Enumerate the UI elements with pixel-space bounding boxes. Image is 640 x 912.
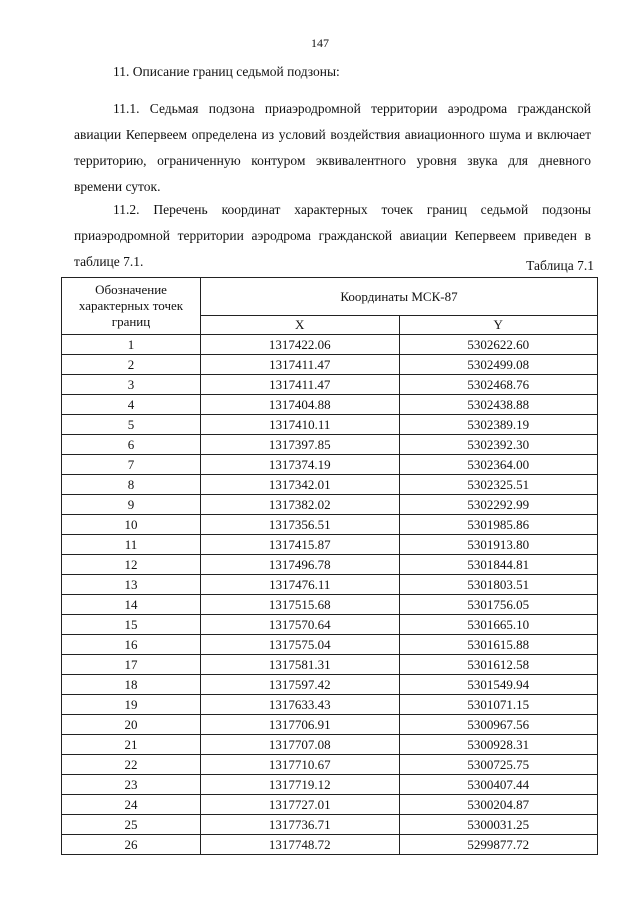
table-row <box>62 635 598 655</box>
x-coordinate-cell: 1317476.11 <box>201 575 400 595</box>
x-coordinate-cell: 1317374.19 <box>201 455 400 475</box>
table-row <box>62 815 598 835</box>
point-number-cell: 13 <box>62 575 201 595</box>
x-coordinate-cell: 1317397.85 <box>201 435 400 455</box>
x-coordinate-cell: 1317411.47 <box>201 375 400 395</box>
section-heading: 11. Описание границ седьмой подзоны: <box>113 64 340 79</box>
y-coordinate-cell: 5300967.56 <box>399 715 598 735</box>
table-row <box>62 535 598 555</box>
table-row <box>62 395 598 415</box>
y-coordinate-cell: 5301549.94 <box>399 675 598 695</box>
table-row <box>62 675 598 695</box>
point-number-cell: 20 <box>62 715 201 735</box>
point-number-cell: 19 <box>62 695 201 715</box>
table-row <box>62 475 598 495</box>
y-coordinate-cell: 5300928.31 <box>399 735 598 755</box>
point-number-cell: 15 <box>62 615 201 635</box>
x-coordinate-cell: 1317633.43 <box>201 695 400 715</box>
x-coordinate-cell: 1317575.04 <box>201 635 400 655</box>
y-coordinate-cell: 5301913.80 <box>399 535 598 555</box>
x-coordinate-cell: 1317415.87 <box>201 535 400 555</box>
x-coordinate-cell: 1317570.64 <box>201 615 400 635</box>
table-row <box>62 615 598 635</box>
y-coordinate-cell: 5302622.60 <box>399 335 598 355</box>
point-number-cell: 21 <box>62 735 201 755</box>
table-row <box>62 495 598 515</box>
x-coordinate-cell: 1317710.67 <box>201 755 400 775</box>
point-number-cell: 5 <box>62 415 201 435</box>
paragraph-coordinates-reference: 11.2. Перечень координат характерных точек границ седьмой подзоны приаэродромной территории аэродрома гражданской авиации Кепервеем приведен в таблице 7.1. <box>74 201 591 269</box>
table-row <box>62 335 598 355</box>
table-row <box>62 555 598 575</box>
x-coordinate-cell: 1317382.02 <box>201 495 400 515</box>
table-caption: Таблица 7.1 <box>526 258 594 273</box>
y-coordinate-cell: 5302364.00 <box>399 455 598 475</box>
table-row <box>62 515 598 535</box>
point-number-cell: 18 <box>62 675 201 695</box>
table-row <box>62 755 598 775</box>
x-coordinate-cell: 1317581.31 <box>201 655 400 675</box>
point-number-cell: 26 <box>62 835 201 855</box>
x-coordinate-cell: 1317404.88 <box>201 395 400 415</box>
point-number-cell: 7 <box>62 455 201 475</box>
table-row <box>62 355 598 375</box>
table-row <box>62 415 598 435</box>
x-coordinate-cell: 1317707.08 <box>201 735 400 755</box>
point-number-cell: 23 <box>62 775 201 795</box>
point-number-cell: 3 <box>62 375 201 395</box>
point-number-cell: 1 <box>62 335 201 355</box>
table-row <box>62 735 598 755</box>
y-coordinate-cell: 5302389.19 <box>399 415 598 435</box>
table-row <box>62 575 598 595</box>
x-coordinate-cell: 1317597.42 <box>201 675 400 695</box>
table-row <box>62 835 598 855</box>
y-coordinate-cell: 5300204.87 <box>399 795 598 815</box>
x-coordinate-cell: 1317515.68 <box>201 595 400 615</box>
y-coordinate-cell: 5301612.58 <box>399 655 598 675</box>
point-number-cell: 9 <box>62 495 201 515</box>
table-body <box>62 335 598 855</box>
y-coordinate-cell: 5302468.76 <box>399 375 598 395</box>
column-header-coordinates: Координаты МСК-87 <box>201 278 598 316</box>
column-header-point: Обозначение характерных точек границ <box>62 278 201 335</box>
x-coordinate-cell: 1317748.72 <box>201 835 400 855</box>
x-coordinate-cell: 1317342.01 <box>201 475 400 495</box>
point-number-cell: 10 <box>62 515 201 535</box>
y-coordinate-cell: 5300031.25 <box>399 815 598 835</box>
coordinates-table <box>61 277 598 855</box>
y-coordinate-cell: 5302438.88 <box>399 395 598 415</box>
x-coordinate-cell: 1317356.51 <box>201 515 400 535</box>
table-row <box>62 795 598 815</box>
column-header-x: X <box>201 316 400 335</box>
page-number: 147 <box>311 36 329 50</box>
x-coordinate-cell: 1317422.06 <box>201 335 400 355</box>
point-number-cell: 22 <box>62 755 201 775</box>
y-coordinate-cell: 5302325.51 <box>399 475 598 495</box>
y-coordinate-cell: 5302292.99 <box>399 495 598 515</box>
y-coordinate-cell: 5299877.72 <box>399 835 598 855</box>
point-number-cell: 24 <box>62 795 201 815</box>
table-row <box>62 455 598 475</box>
point-number-cell: 12 <box>62 555 201 575</box>
y-coordinate-cell: 5301803.51 <box>399 575 598 595</box>
point-number-cell: 17 <box>62 655 201 675</box>
table-row <box>62 435 598 455</box>
y-coordinate-cell: 5301615.88 <box>399 635 598 655</box>
paragraph-description: 11.1. Седьмая подзона приаэродромной территории аэродрома гражданской авиации Кепервеем определена из условий воздействия авиационного шума и включает территорию, ограниченную контуром эквивалентного уровня звука для дневного времени суток. <box>74 100 591 194</box>
y-coordinate-cell: 5300725.75 <box>399 755 598 775</box>
table-row <box>62 375 598 395</box>
table-row <box>62 775 598 795</box>
table-row <box>62 695 598 715</box>
point-number-cell: 11 <box>62 535 201 555</box>
point-number-cell: 4 <box>62 395 201 415</box>
y-coordinate-cell: 5302392.30 <box>399 435 598 455</box>
table-row <box>62 595 598 615</box>
x-coordinate-cell: 1317736.71 <box>201 815 400 835</box>
y-coordinate-cell: 5301844.81 <box>399 555 598 575</box>
y-coordinate-cell: 5302499.08 <box>399 355 598 375</box>
column-header-y: Y <box>399 316 598 335</box>
x-coordinate-cell: 1317727.01 <box>201 795 400 815</box>
point-number-cell: 6 <box>62 435 201 455</box>
y-coordinate-cell: 5301985.86 <box>399 515 598 535</box>
y-coordinate-cell: 5301756.05 <box>399 595 598 615</box>
point-number-cell: 25 <box>62 815 201 835</box>
point-number-cell: 14 <box>62 595 201 615</box>
table-row <box>62 715 598 735</box>
x-coordinate-cell: 1317706.91 <box>201 715 400 735</box>
y-coordinate-cell: 5300407.44 <box>399 775 598 795</box>
point-number-cell: 8 <box>62 475 201 495</box>
point-number-cell: 16 <box>62 635 201 655</box>
x-coordinate-cell: 1317496.78 <box>201 555 400 575</box>
x-coordinate-cell: 1317410.11 <box>201 415 400 435</box>
table-row <box>62 655 598 675</box>
y-coordinate-cell: 5301665.10 <box>399 615 598 635</box>
point-number-cell: 2 <box>62 355 201 375</box>
y-coordinate-cell: 5301071.15 <box>399 695 598 715</box>
x-coordinate-cell: 1317719.12 <box>201 775 400 795</box>
x-coordinate-cell: 1317411.47 <box>201 355 400 375</box>
